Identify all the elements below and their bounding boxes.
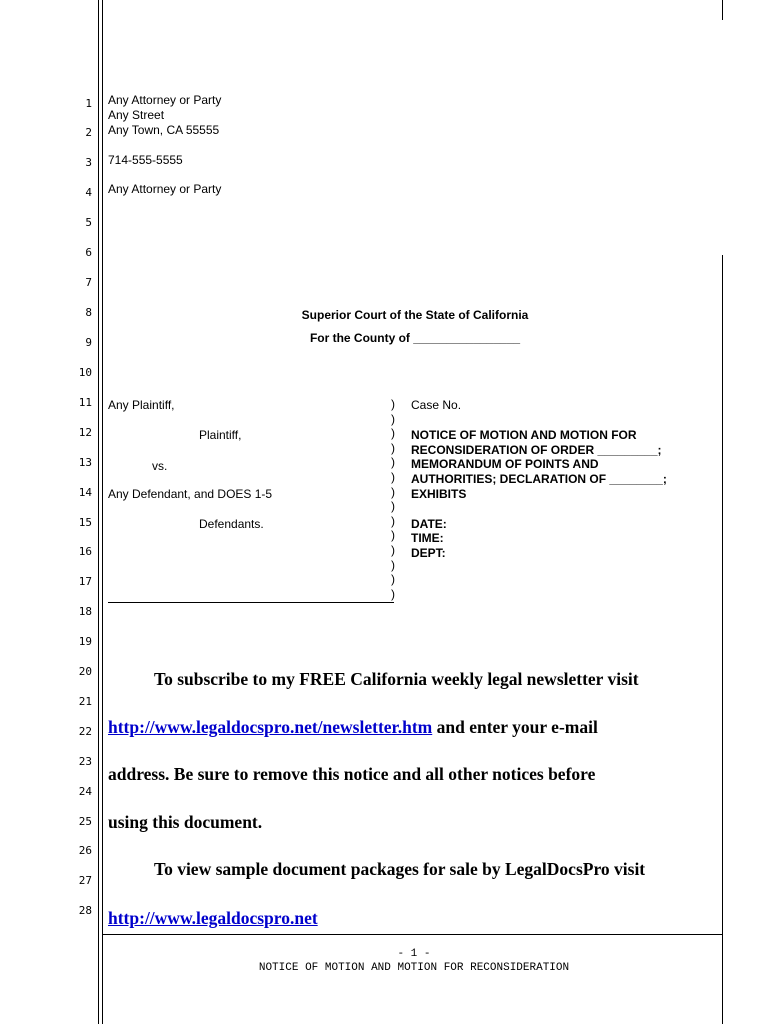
line-number: 14 xyxy=(78,486,92,499)
attorney-phone: 714-555-5555 xyxy=(108,153,183,167)
line-number: 15 xyxy=(78,516,92,529)
attorney-city: Any Town, CA 55555 xyxy=(108,123,220,137)
line-number: 3 xyxy=(85,156,92,169)
line-number: 8 xyxy=(85,306,92,319)
line-number: 13 xyxy=(78,456,92,469)
line-number: 2 xyxy=(85,126,92,139)
hearing-date-label: DATE: xyxy=(411,517,447,531)
line-number: 23 xyxy=(78,755,92,768)
line-number: 22 xyxy=(78,725,92,738)
attorney-for: Any Attorney or Party xyxy=(108,182,222,196)
footer-title: NOTICE OF MOTION AND MOTION FOR RECONSIDERATION xyxy=(258,962,570,974)
defendant-name: Any Defendant, and DOES 1-5 xyxy=(108,487,273,501)
newsletter-link[interactable]: http://www.legaldocspro.net/newsletter.htm xyxy=(108,717,433,737)
line-number: 16 xyxy=(78,545,92,558)
notice-paragraph-1-line-4: using this document. xyxy=(108,812,263,832)
right-margin-rule-top xyxy=(722,0,723,20)
line-number: 17 xyxy=(78,575,92,588)
notice-paragraph-1-line-3: address. Be sure to remove this notice and all other notices before xyxy=(108,764,596,784)
website-link[interactable]: http://www.legaldocspro.net xyxy=(108,908,318,928)
line-number: 9 xyxy=(85,336,92,349)
line-number: 27 xyxy=(78,874,92,887)
hearing-dept-label: DEPT: xyxy=(411,546,446,560)
notice-paragraph-1-line-2 xyxy=(108,717,598,737)
court-county: For the County of ________________ xyxy=(309,331,521,345)
line-number: 20 xyxy=(78,665,92,678)
plaintiff-name: Any Plaintiff, xyxy=(108,398,175,412)
versus-label: vs. xyxy=(152,459,168,473)
attorney-name: Any Attorney or Party xyxy=(108,93,222,107)
notice-paragraph-2-line-2 xyxy=(108,908,318,928)
defendant-role: Defendants. xyxy=(199,517,264,531)
line-number: 10 xyxy=(78,366,92,379)
left-margin-rule-inner xyxy=(102,0,103,1024)
line-number: 24 xyxy=(78,785,92,798)
line-number: 1 xyxy=(85,97,92,110)
notice-paragraph-1-line-1: To subscribe to my FREE California weekly legal newsletter visit xyxy=(154,669,639,689)
line-number: 6 xyxy=(85,246,92,259)
document-title-line-3: MEMORANDUM OF POINTS AND xyxy=(411,457,599,471)
line-number: 28 xyxy=(78,904,92,917)
court-name: Superior Court of the State of California xyxy=(301,308,529,322)
case-number-label: Case No. xyxy=(411,398,462,412)
line-number: 21 xyxy=(78,695,92,708)
caption-bottom-rule xyxy=(108,602,394,603)
caption-paren-column: ) ) ) ) ) ) ) ) ) ) ) ) ) ) xyxy=(391,397,395,601)
line-number: 4 xyxy=(85,186,92,199)
document-title-line-1: NOTICE OF MOTION AND MOTION FOR xyxy=(411,428,637,442)
attorney-street: Any Street xyxy=(108,108,165,122)
line-number: 25 xyxy=(78,815,92,828)
line-number: 26 xyxy=(78,844,92,857)
document-title-line-4: AUTHORITIES; DECLARATION OF ________; xyxy=(411,472,667,486)
hearing-time-label: TIME: xyxy=(411,531,444,545)
document-title-line-5: EXHIBITS xyxy=(411,487,467,501)
plaintiff-role: Plaintiff, xyxy=(199,428,242,442)
document-title-line-2: RECONSIDERATION OF ORDER _________; xyxy=(411,443,662,457)
line-number: 5 xyxy=(85,216,92,229)
right-margin-rule xyxy=(722,255,723,1024)
left-margin-rule-outer xyxy=(98,0,99,1024)
line-number: 12 xyxy=(78,426,92,439)
notice-text: and enter your e-mail xyxy=(432,717,598,737)
line-number: 19 xyxy=(78,635,92,648)
line-number: 11 xyxy=(78,396,92,409)
line-number: 18 xyxy=(78,605,92,618)
footer-rule xyxy=(102,934,722,935)
line-number: 7 xyxy=(85,276,92,289)
page-number: - 1 - xyxy=(397,948,431,960)
notice-paragraph-2-line-1: To view sample document packages for sale by LegalDocsPro visit xyxy=(154,859,646,879)
